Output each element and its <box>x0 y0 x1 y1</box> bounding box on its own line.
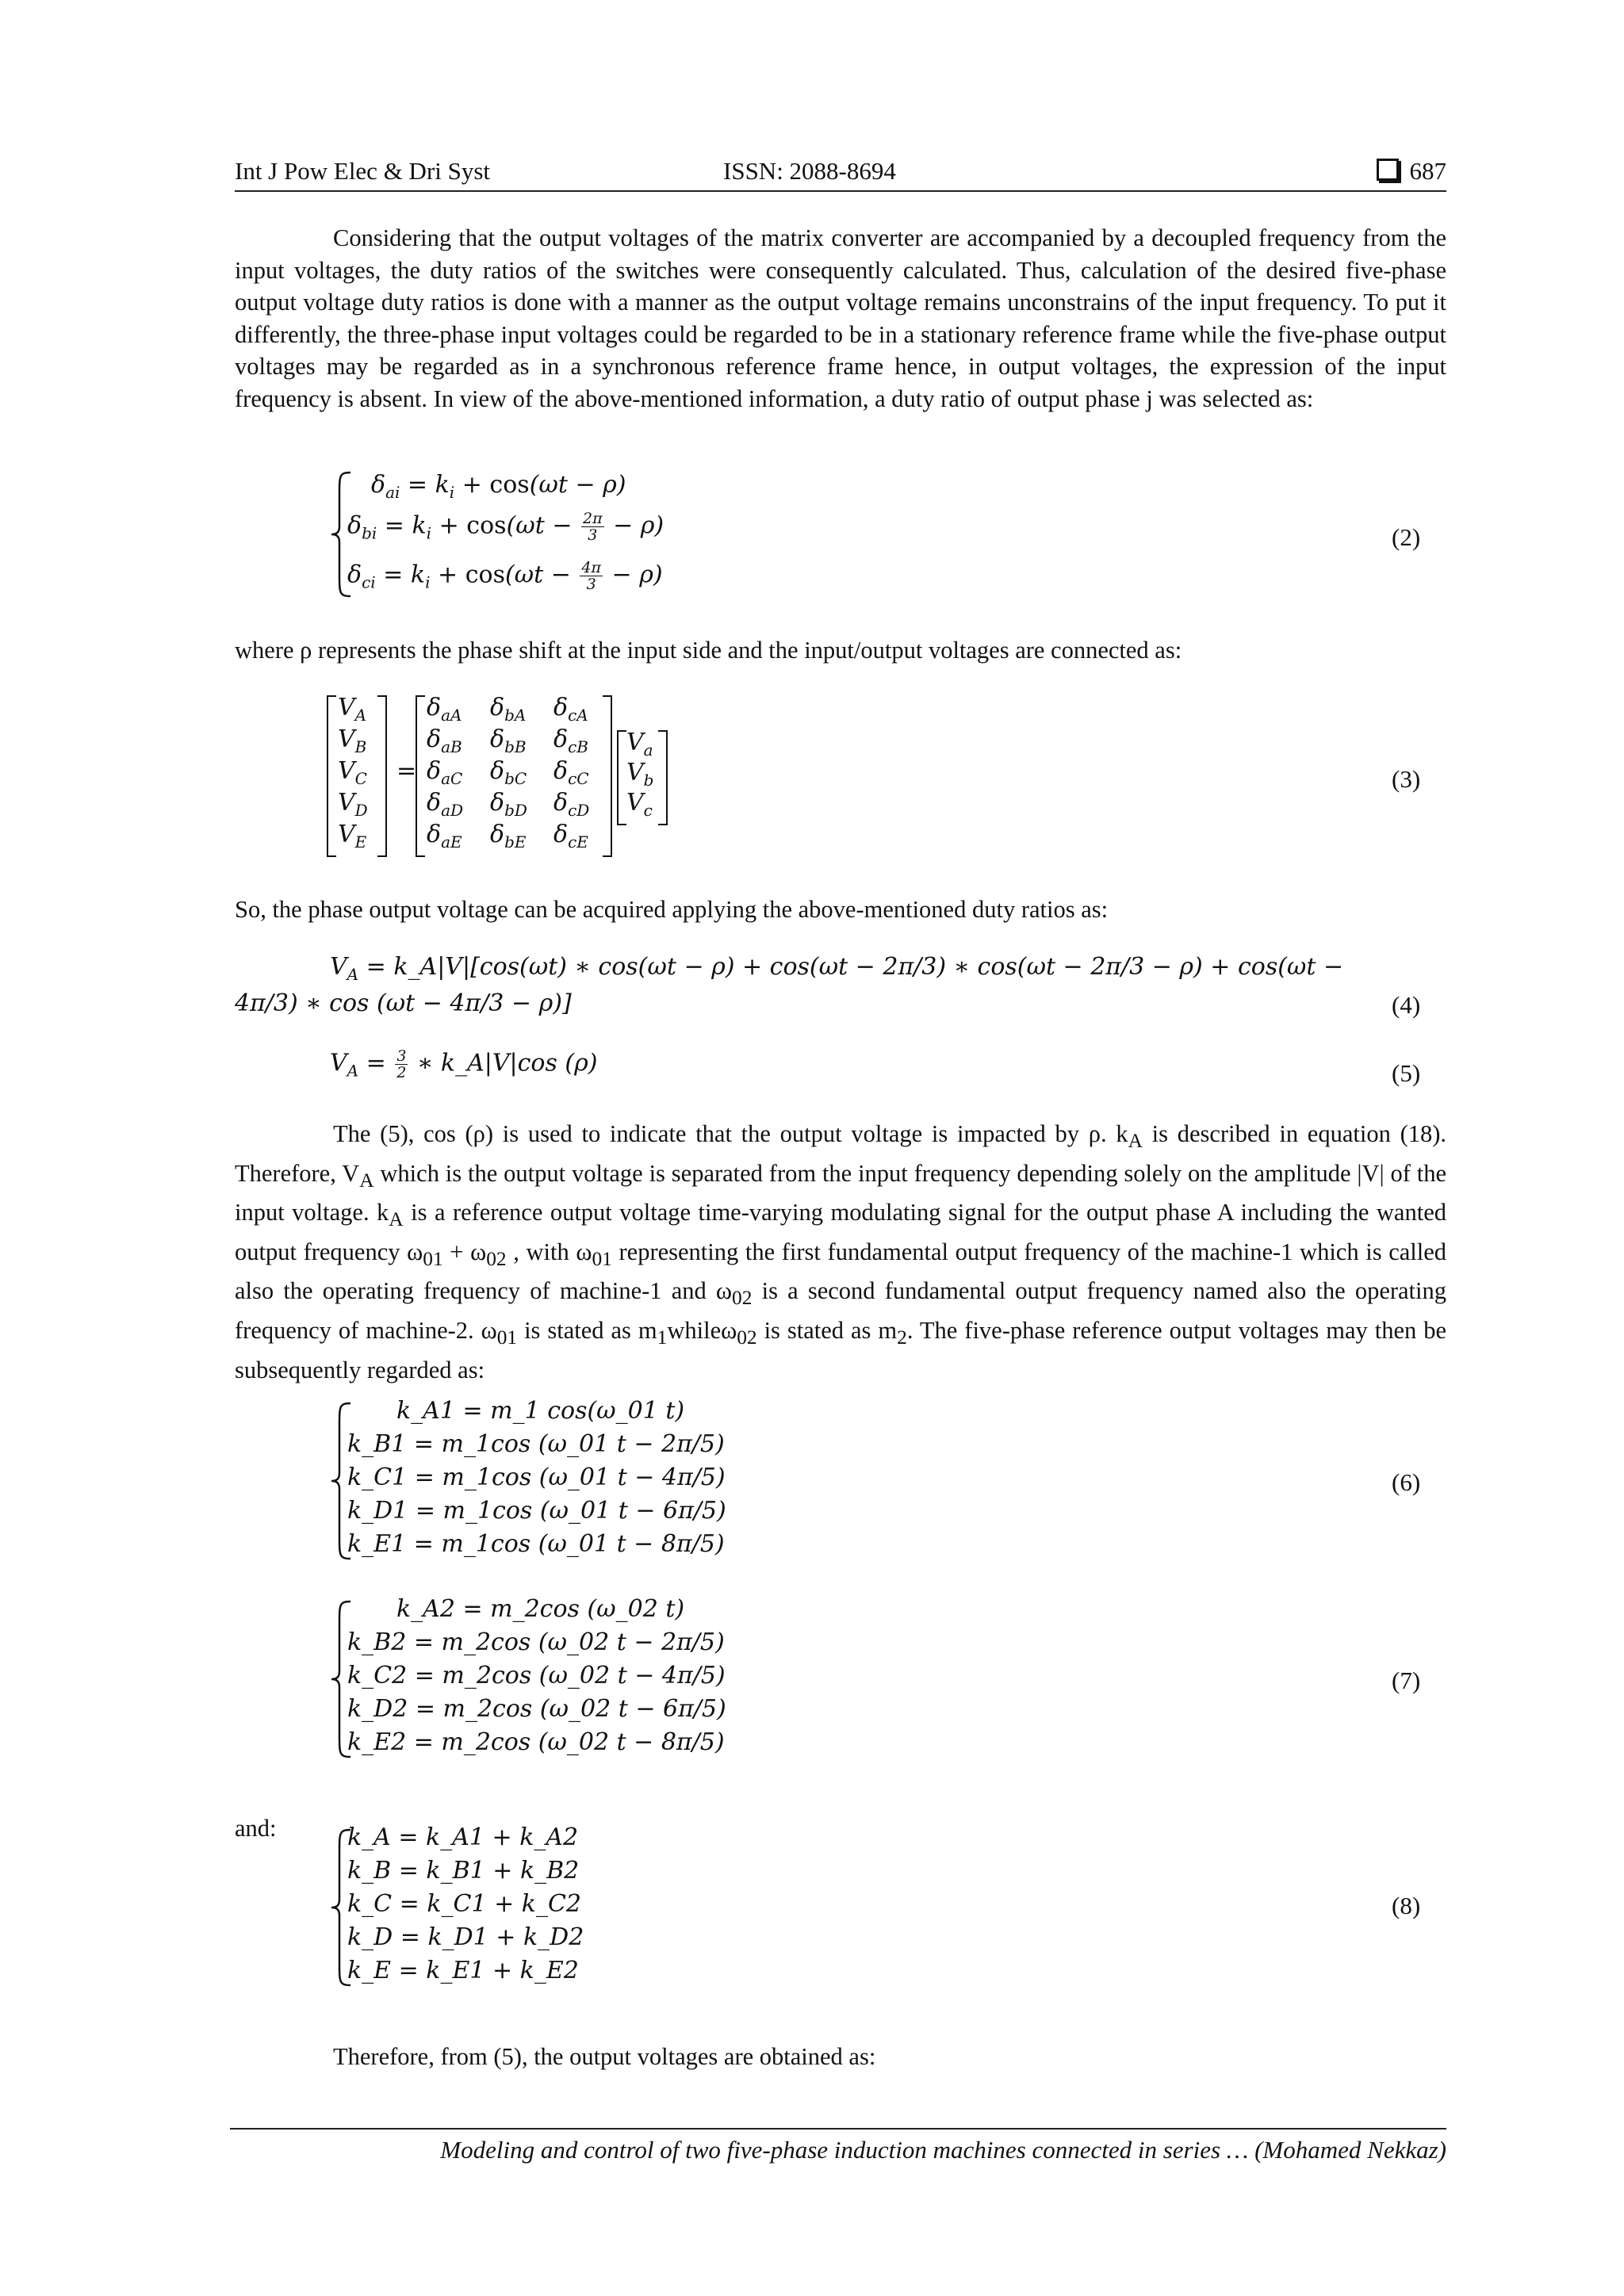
eq7-line: k_E2 = m_2cos (ω_02 t − 8π/5) <box>347 1728 725 1756</box>
equation-8 <box>330 1823 647 1990</box>
eq5-number: (5) <box>1392 1059 1421 1087</box>
running-footer: Modeling and control of two five-phase induction machines connected in series … (Mohamed Nekkaz) <box>440 2136 1446 2164</box>
eq3-number: (3) <box>1392 765 1421 793</box>
lhs-bracket-right <box>377 695 387 857</box>
matrix-bracket-right <box>603 695 612 857</box>
matrix-cell: $\delta_{cB}$ <box>553 725 588 756</box>
eq8-line: k_B = k_B1 + k_B2 <box>347 1857 580 1885</box>
and-label: and: <box>235 1815 277 1842</box>
eq7-line: k_B2 = m_2cos (ω_02 t − 2π/5) <box>347 1628 725 1656</box>
matrix-cell: $\delta_{bC}$ <box>490 757 527 788</box>
matrix-cell: $\delta_{cA}$ <box>553 694 588 725</box>
paragraph-2 <box>235 634 1446 667</box>
equation-7 <box>330 1595 742 1762</box>
matrix-cell: $\delta_{aD}$ <box>427 789 464 820</box>
matrix-cell: $\delta_{aE}$ <box>427 821 462 851</box>
eq6-line: k_B1 = m_1cos (ω_01 t − 2π/5) <box>347 1430 725 1458</box>
lhs-bracket-left <box>327 695 336 857</box>
running-header <box>235 155 1446 192</box>
eq2-line-3: $\delta_{ci} = k_i + \cos(\omega t$ − $\frac{4\pi}{3}$ − ρ) <box>347 559 663 593</box>
eq8-line: k_A = k_A1 + k_A2 <box>347 1823 579 1851</box>
equation-2 <box>330 468 726 603</box>
eq6-line: k_A1 = m_1 cos(ω_01 t) <box>396 1397 685 1425</box>
lhs-entry: $V_C$ <box>338 757 367 788</box>
eq8-line: k_C = k_C1 + k_C2 <box>347 1890 581 1918</box>
matrix-cell: $\delta_{cC}$ <box>553 757 589 788</box>
eq6-number: (6) <box>1392 1468 1421 1496</box>
lhs-entry: $V_B$ <box>338 725 367 756</box>
lhs-entry: $V_A$ <box>338 694 367 725</box>
eq4-line-1: $V_A$ = k_A|V|[cos(ωt) ∗ cos(ωt − ρ) + cos(ωt − 2π/3) ∗ cos(ωt − 2π/3 − ρ) + cos(ωt − <box>330 953 1344 984</box>
page-number: 687 <box>1409 157 1446 185</box>
matrix-cell: $\delta_{cD}$ <box>553 789 590 820</box>
paragraph-4 <box>235 1118 1446 1386</box>
matrix-cell: $\delta_{cE}$ <box>553 821 588 851</box>
eq7-line: k_D2 = m_2cos (ω_02 t − 6π/5) <box>347 1695 726 1723</box>
rhs-entry: $V_a$ <box>626 729 653 760</box>
lhs-entry: $V_E$ <box>338 821 367 851</box>
rhs-bracket-left <box>617 730 626 825</box>
eq6-line: k_E1 = m_1cos (ω_01 t − 8π/5) <box>347 1530 725 1558</box>
eq5: $V_A$ = $\frac{3}{2}$ ∗ k_A|V|cos (ρ) <box>330 1047 598 1081</box>
paragraph-5-text: Therefore, from (5), the output voltages are obtained as: <box>333 2043 876 2070</box>
rhs-bracket-right <box>658 730 668 825</box>
paragraph-1 <box>235 222 1446 415</box>
eq8-line: k_D = k_D1 + k_D2 <box>347 1923 584 1951</box>
lhs-entry: $V_D$ <box>338 789 368 820</box>
matrix-cell: $\delta_{bB}$ <box>490 725 527 756</box>
issn: ISSN: 2088-8694 <box>723 157 896 185</box>
eq7-number: (7) <box>1392 1667 1421 1694</box>
matrix-cell: $\delta_{aA}$ <box>427 694 462 725</box>
eq4-line-2: 4π/3) ∗ cos (ωt − 4π/3 − ρ)] <box>235 989 572 1017</box>
paragraph-3 <box>235 894 1446 926</box>
paragraph-5 <box>235 2041 1446 2073</box>
eq2-number: (2) <box>1392 523 1421 551</box>
paragraph-2-text: where ρ represents the phase shift at the input side and the input/output voltages are connected as: <box>235 637 1182 664</box>
matrix-cell: $\delta_{bE}$ <box>490 821 527 851</box>
matrix-bracket-left <box>416 695 425 857</box>
eq2-line-2: $\delta_{bi} = k_i + \cos(\omega t$ − $\frac{2\pi}{3}$ − ρ) <box>347 510 665 544</box>
eq7-line: k_A2 = m_2cos (ω_02 t) <box>396 1595 685 1623</box>
eq4-number: (4) <box>1392 991 1421 1019</box>
paragraph-4-text: The (5), cos (ρ) is used to indicate that the output voltage is impacted by ρ. $k_A$ is described in equation (18). Therefore, $V_A$ which is the output voltage is separated from the input frequency depending solely on the amplitude |V| of the input voltage. $k_A$ is a reference output voltage time-varying modulating signal for the output phase A including the wanted output frequency $\omega_{01} + \omega_{02}$ , with $\omega_{01}$ representing the first fundamental output frequency of the machine-1 which is called also the operating frequency of machine-1 and $\omega_{02}$ is a second fundamental output frequency named also the operating frequency of machine-2. $\omega_{01}$ is stated as $m_1while\omega_{02}$ is stated as $m_2$. The five-phase reference output voltages may then be subsequently regarded as: <box>235 1120 1447 1383</box>
rhs-entry: $V_b$ <box>626 759 654 790</box>
eq2-line-1: $\delta_{ai} = k_i + \cos(\omega t - \rho)$ <box>371 471 626 502</box>
eq8-line: k_E = k_E1 + k_E2 <box>347 1957 579 1984</box>
eq6-line: k_D1 = m_1cos (ω_01 t − 6π/5) <box>347 1497 726 1525</box>
eq8-number: (8) <box>1392 1892 1421 1919</box>
eq6-line: k_C1 = m_1cos (ω_01 t − 4π/5) <box>347 1464 726 1491</box>
rhs-entry: $V_c$ <box>626 789 653 820</box>
equals-sign: = <box>396 757 417 785</box>
matrix-cell: $\delta_{bD}$ <box>490 789 527 820</box>
paragraph-1-text: Considering that the output voltages of the matrix converter are accompanied by a decoupled frequency from the input voltages, the duty ratios of the switches were consequently calculated. Thus, calculation of the desired five-phase output voltage duty ratios is done with a manner as the output voltage remains unconstrains of the input frequency. To put it differently, the three-phase input voltages could be regarded to be in a stationary reference frame while the five-phase output voltages may be regarded as in a synchronous reference frame hence, in output voltages, the expression of the input frequency is absent. In view of the above-mentioned information, a duty ratio of output phase j was selected as: <box>235 224 1446 412</box>
paragraph-3-text: So, the phase output voltage can be acquired applying the above-mentioned duty ratios as: <box>235 896 1109 923</box>
matrix-cell: $\delta_{aB}$ <box>427 725 462 756</box>
journal-name: Int J Pow Elec & Dri Syst <box>235 157 491 185</box>
matrix-cell: $\delta_{bA}$ <box>490 694 527 725</box>
equation-6 <box>330 1397 742 1563</box>
footer-rule <box>230 2128 1446 2130</box>
equation-3 <box>327 694 739 868</box>
eq7-line: k_C2 = m_2cos (ω_02 t − 4π/5) <box>347 1662 726 1689</box>
matrix-cell: $\delta_{aC}$ <box>427 757 463 788</box>
